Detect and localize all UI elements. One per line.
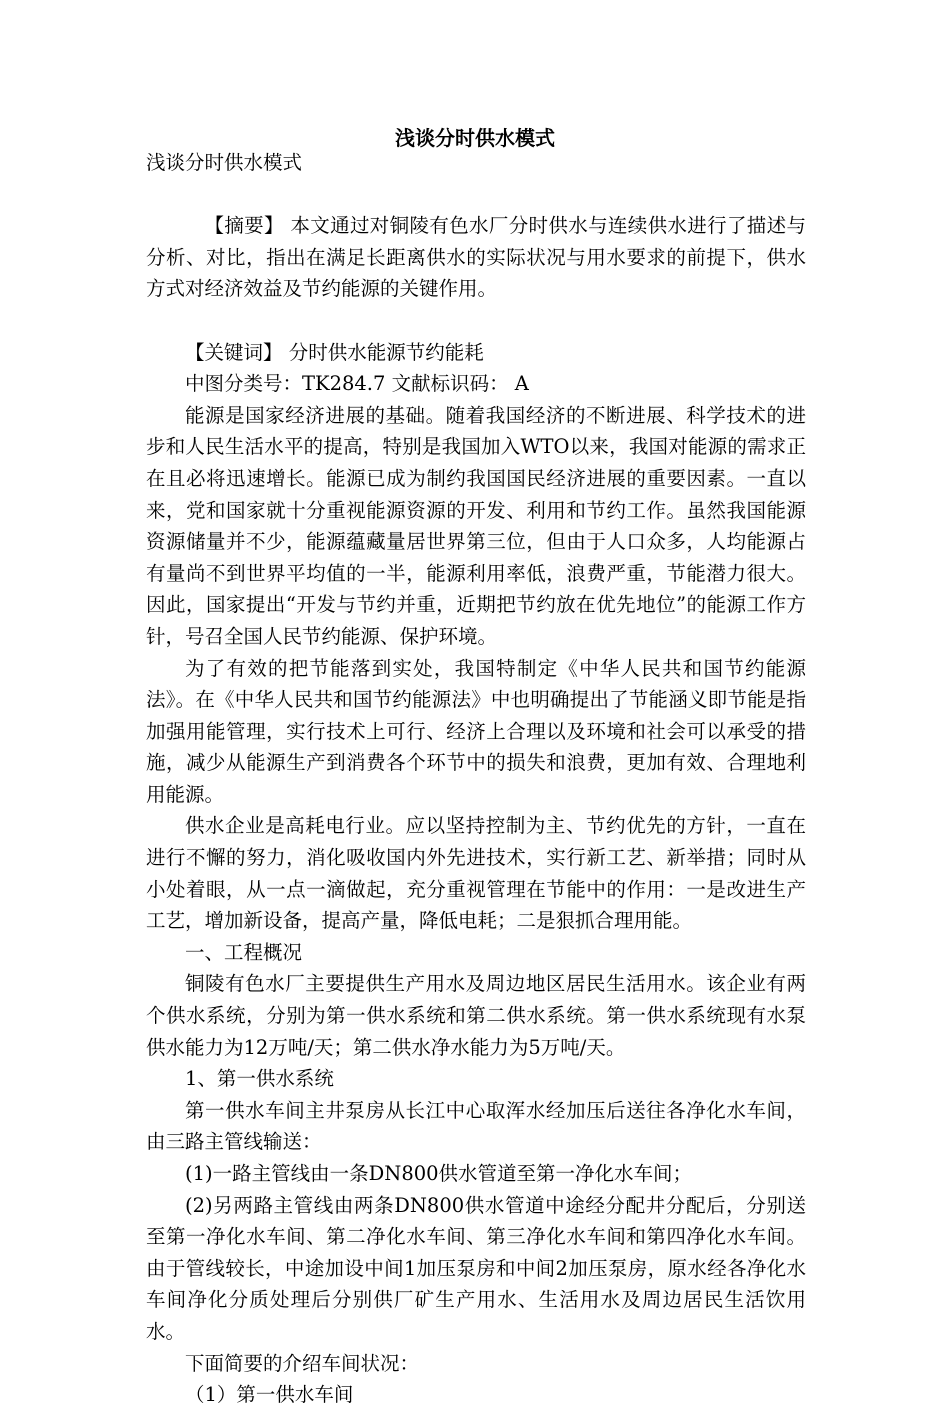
body-paragraph: 铜陵有色水厂主要提供生产用水及周边地区居民生活用水。该企业有两个供水系统，分别为第一供水系统和第二供水系统。第一供水系统现有水泵供水能力为12万吨/天；第二供水净水能力为5万吨/天。 [146,972,806,1059]
subsection-heading: 1、第一供水系统 [185,1067,334,1091]
body-paragraph: 能源是国家经济进展的基础。随着我国经济的不断进展、科学技术的进步和人民生活水平的提高，特别是我国加入WTO以来，我国对能源的需求正在且必将迅速增长。能源已成为制约我国国民经济进展的重要因素。一直以来，党和国家就十分重视能源资源的开发、利用和节约工作。虽然我国能源资源储量并不少，能源蕴藏量居世界第三位，但由于人口众多，人均能源占有量尚不到世界平均值的一半，能源利用率低，浪费严重，节能潜力很大。因此，国家提出“开发与节约并重，近期把节约放在优先地位”的能源工作方针，号召全国人民节约能源、保护环境。 [146,403,806,648]
abstract-paragraph: 【摘要】 本文通过对铜陵有色水厂分时供水与连续供水进行了描述与分析、对比，指出在满足长距离供水的实际状况与用水要求的前提下，供水方式对经济效益及节约能源的关键作用。 [146,214,806,301]
body-paragraph: 下面简要的介绍车间状况： [185,1351,420,1375]
document-title: 浅谈分时供水模式 [395,126,555,150]
document-body [146,147,806,1411]
list-item: （1）第一供水车间 [185,1383,354,1407]
body-paragraph: 供水企业是高耗电行业。应以坚持控制为主、节约优先的方针，一直在进行不懈的努力，消化吸收国内外先进技术，实行新工艺、新举措；同时从小处着眼，从一点一滴做起，充分重视管理在节能中的作用：一是改进生产工艺，增加新设备，提高产量，降低电耗；二是狠抓合理用能。 [146,814,806,933]
body-paragraph: 为了有效的把节能落到实处，我国特制定《中华人民共和国节约能源法》。在《中华人民共和国节约能源法》中也明确提出了节能涵义即节能是指加强用能管理，实行技术上可行、经济上合理以及环境和社会可以承受的措施，减少从能源生产到消费各个环节中的损失和浪费，更加有效、合理地利用能源。 [146,656,806,806]
classification-line: 中图分类号：TK284.7 文献标识码： A [185,372,529,396]
list-item: (1)一路主管线由一条DN800供水管道至第一净化水车间； [185,1162,693,1185]
document-subtitle: 浅谈分时供水模式 [146,151,303,174]
body-paragraph: 第一供水车间主井泵房从长江中心取浑水经加压后送往各净化水车间，由三路主管线输送： [146,1098,806,1154]
section-heading: 一、工程概况 [185,940,303,964]
blank-line [146,179,806,211]
list-item: (2)另两路主管线由两条DN800供水管道中途经分配井分配后，分别送至第一净化水车间、第二净化水车间、第三净化水车间和第四净化水车间。由于管线较长，中途加设中间1加压泵房和中间2加压泵房，原水经各净化水车间净化分质处理后分别供厂矿生产用水、生活用水及周边居民生活饮用水。 [146,1193,806,1343]
blank-line [146,305,806,337]
keywords-line: 【关键词】 分时供水能源节约能耗 [185,340,484,364]
